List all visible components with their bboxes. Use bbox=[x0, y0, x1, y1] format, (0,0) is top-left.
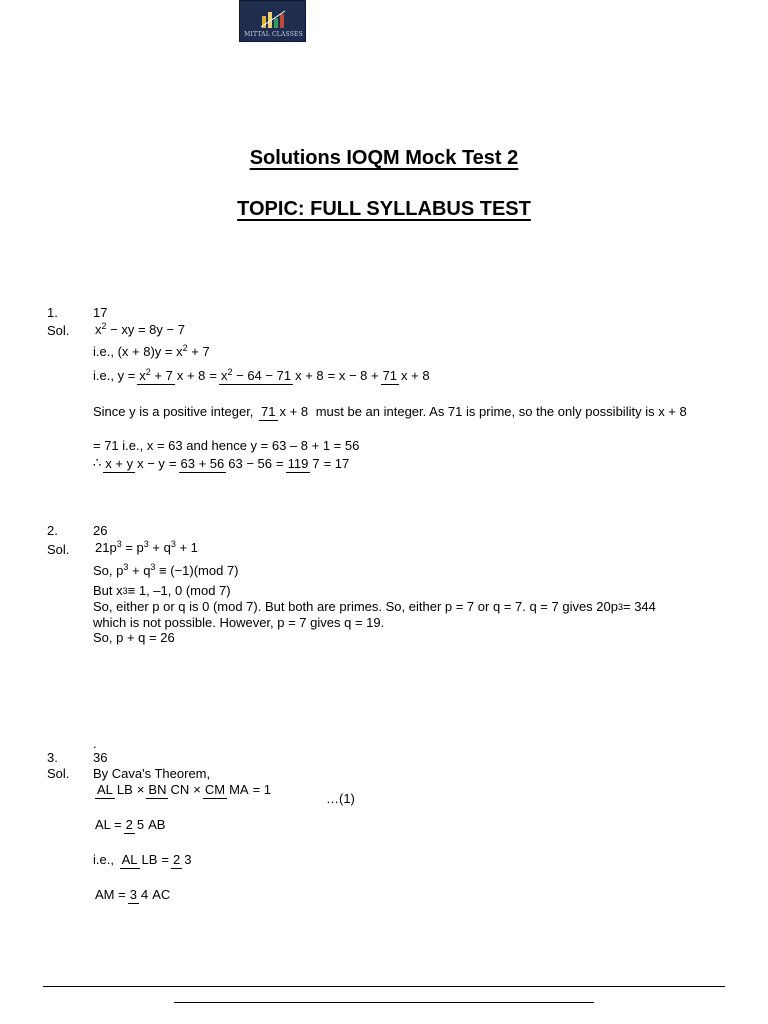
q2-answer: 26 bbox=[93, 523, 108, 538]
q1-final-equation: ∴ x + y x − y = 63 + 56 63 − 56 = 119 7 = 17 bbox=[93, 455, 350, 471]
q1-line-2: = 71 i.e., x = 63 and hence y = 63 – 8 + 1 = 56 bbox=[93, 438, 360, 453]
q2-which-line: which is not possible. However, p = 7 gives q = 19. bbox=[93, 615, 385, 630]
q3-answer: 36 bbox=[93, 750, 108, 765]
q3-equation-1: AL LB × BN CN × CM MA = 1 bbox=[97, 782, 271, 797]
q1-answer: 17 bbox=[93, 305, 108, 320]
mittal-classes-logo bbox=[239, 0, 306, 42]
logo-text: MITTAL CLASSES bbox=[244, 31, 303, 38]
footer-rule bbox=[43, 986, 725, 987]
q3-equation-3: i.e., AL LB = 2 3 bbox=[93, 852, 192, 867]
q1-number: 1. bbox=[47, 305, 58, 320]
q2-equation-1: $21p^3 = p^3 + q^3 + 1$ bbox=[95, 539, 198, 555]
q1-sol-label: Sol. bbox=[47, 323, 70, 338]
q3-dot: . bbox=[93, 736, 97, 751]
q1-equation-1: $x^2$ − xy = 8y − 7 bbox=[95, 321, 185, 337]
q2-sol-label: Sol. bbox=[47, 542, 70, 557]
q3-theorem: By Cava's Theorem, bbox=[93, 766, 211, 781]
q3-number: 3. bbox=[47, 750, 58, 765]
q1-since-line: Since y is a positive integer, 71 x + 8 must be an integer. As 71 is prime, so the only possibility is x + 8 bbox=[93, 404, 687, 419]
q1-equation-3: i.e., y = $x^2 + 7$ x + 8 = $x^2 - 64 - 71$ x + 8 = x − 8 + 71 x + 8 bbox=[93, 367, 430, 383]
q1-equation-2: i.e., $(x + 8)y = x^2 + 7$ bbox=[93, 343, 210, 359]
topic-heading: TOPIC: FULL SYLLABUS TEST bbox=[237, 198, 531, 220]
page-title: Solutions IOQM Mock Test 2 bbox=[249, 147, 519, 169]
q3-equation-4: AM = 3 4 AC bbox=[95, 887, 171, 902]
q2-either-line: So, either p or q is 0 (mod 7). But both are primes. So, either p = 7 or q = 7. q = 7 gives 20p 3 = 344 bbox=[93, 599, 656, 614]
q2-number: 2. bbox=[47, 523, 58, 538]
logo-bars-icon bbox=[259, 7, 289, 29]
q3-sol-label: Sol. bbox=[47, 766, 70, 781]
q3-equation-2: AL = 2 5 AB bbox=[95, 817, 166, 832]
q2-final-line: So, p + q = 26 bbox=[93, 630, 175, 645]
q2-but-line: But x 3 ≡ 1, –1, 0 (mod 7) bbox=[93, 583, 231, 598]
q3-equation-ref: …(1) bbox=[326, 791, 355, 806]
q2-equation-2: So, $p^3 + q^3 \equiv (-1)(mod$ 7) bbox=[93, 562, 239, 578]
footer-rule-short bbox=[174, 1002, 594, 1003]
